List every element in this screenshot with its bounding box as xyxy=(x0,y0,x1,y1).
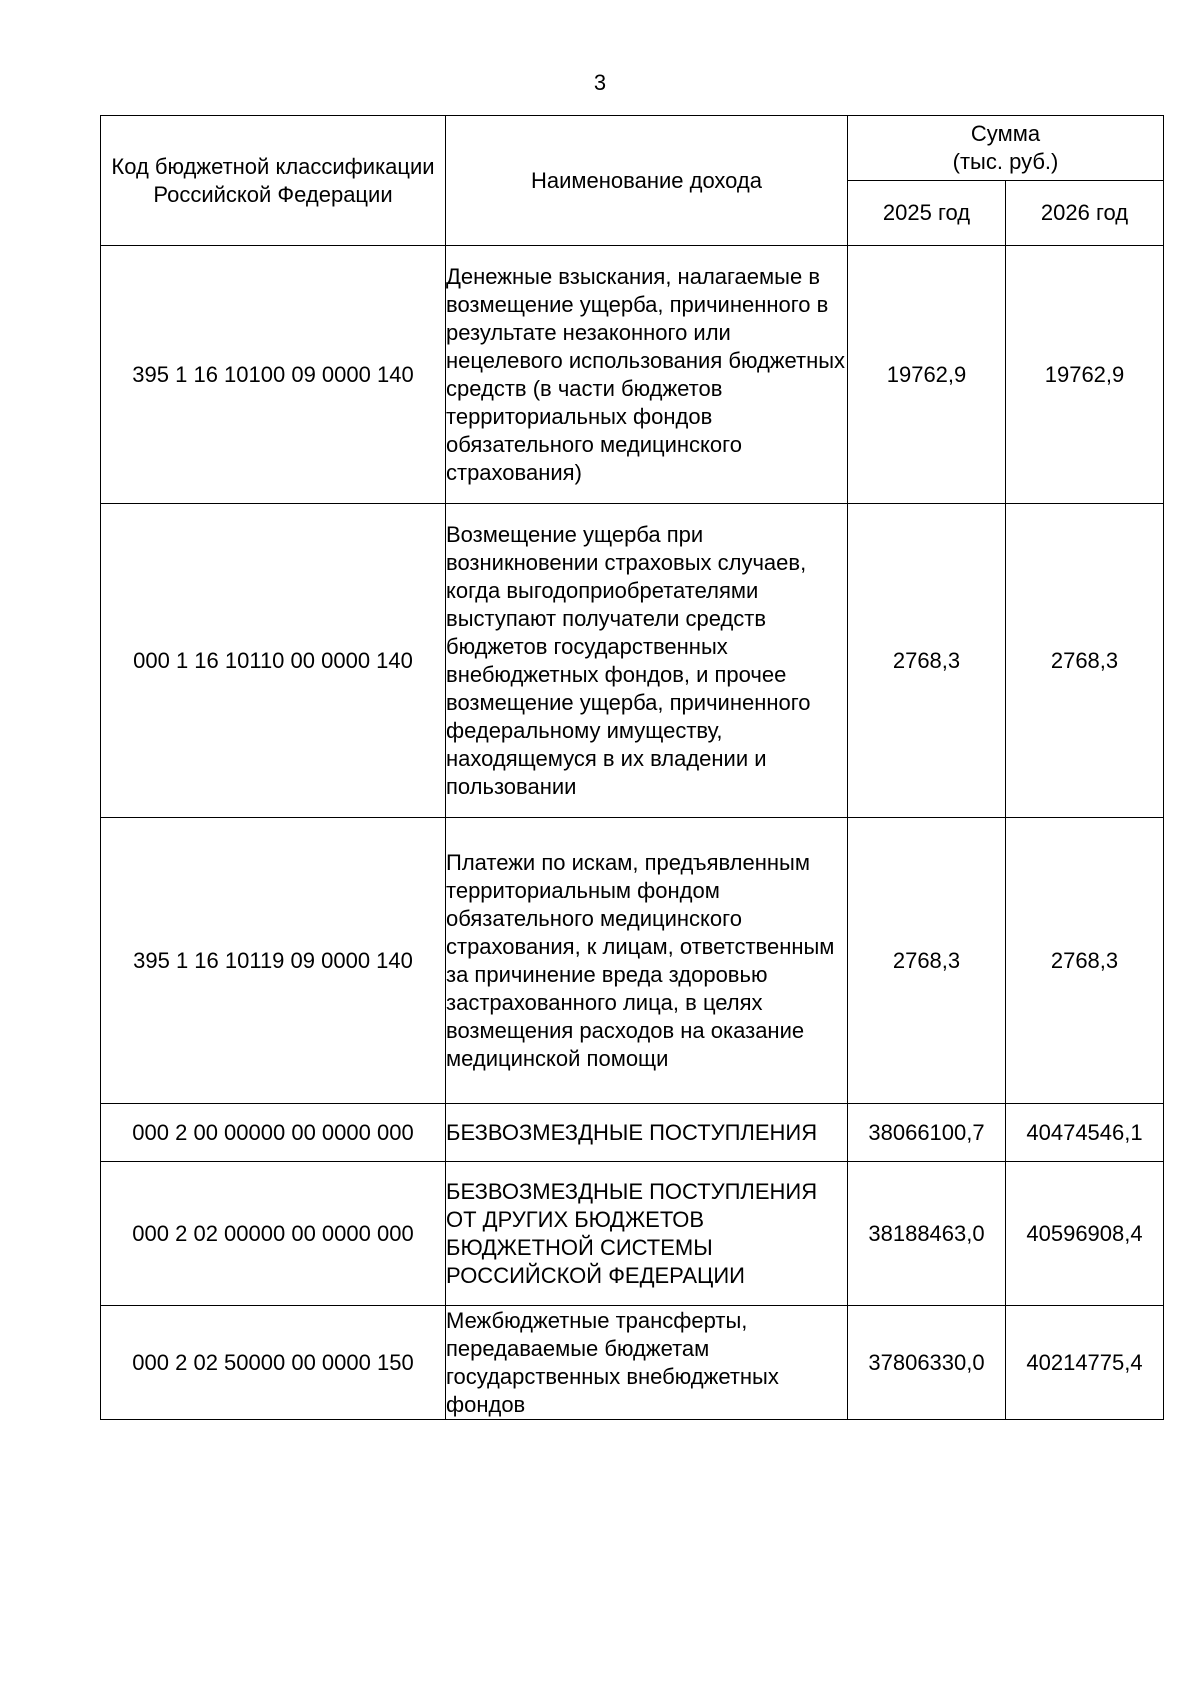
revenue-table xyxy=(100,115,1164,1420)
row-code: 395 1 16 10100 09 0000 140 xyxy=(101,246,446,504)
row-name: БЕЗВОЗМЕЗДНЫЕ ПОСТУПЛЕНИЯ xyxy=(446,1104,848,1162)
header-code: Код бюджетной классификации Российской Федерации xyxy=(101,116,446,246)
row-amount-2026: 40596908,4 xyxy=(1006,1162,1164,1306)
row-amount-2025: 38066100,7 xyxy=(848,1104,1006,1162)
row-code: 000 1 16 10110 00 0000 140 xyxy=(101,504,446,818)
row-amount-2025: 2768,3 xyxy=(848,818,1006,1104)
row-name: Платежи по искам, предъявленным территориальным фондом обязательного медицинского страхования, к лицам, ответственным за причинение вреда здоровью застрахованного лица, в целях возмещения расходов на оказание медицинской помощи xyxy=(446,818,848,1104)
table-row xyxy=(101,1306,1164,1420)
row-amount-2026: 2768,3 xyxy=(1006,818,1164,1104)
row-name: БЕЗВОЗМЕЗДНЫЕ ПОСТУПЛЕНИЯ ОТ ДРУГИХ БЮДЖЕТОВ БЮДЖЕТНОЙ СИСТЕМЫ РОССИЙСКОЙ ФЕДЕРАЦИИ xyxy=(446,1162,848,1306)
header-name: Наименование дохода xyxy=(446,116,848,246)
page-number: 3 xyxy=(593,70,607,95)
table-row xyxy=(101,246,1164,504)
row-amount-2026: 40474546,1 xyxy=(1006,1104,1164,1162)
table-row xyxy=(101,1104,1164,1162)
row-name: Межбюджетные трансферты, передаваемые бюджетам государственных внебюджетных фондов xyxy=(446,1306,848,1420)
row-amount-2025: 2768,3 xyxy=(848,504,1006,818)
table-row xyxy=(101,818,1164,1104)
row-code: 000 2 02 00000 00 0000 000 xyxy=(101,1162,446,1306)
row-amount-2025: 38188463,0 xyxy=(848,1162,1006,1306)
table-row xyxy=(101,504,1164,818)
row-code: 000 2 00 00000 00 0000 000 xyxy=(101,1104,446,1162)
row-code: 395 1 16 10119 09 0000 140 xyxy=(101,818,446,1104)
table-row xyxy=(101,1162,1164,1306)
row-amount-2026: 40214775,4 xyxy=(1006,1306,1164,1420)
row-name: Возмещение ущерба при возникновении страховых случаев, когда выгодоприобретателями выступают получатели средств бюджетов государственных внебюджетных фондов, и прочее возмещение ущерба, причиненного федеральному имуществу, находящемуся в их владении и пользовании xyxy=(446,504,848,818)
header-sum xyxy=(848,116,1164,181)
row-code: 000 2 02 50000 00 0000 150 xyxy=(101,1306,446,1420)
header-sum-label: Сумма xyxy=(970,121,1041,146)
row-amount-2025: 37806330,0 xyxy=(848,1306,1006,1420)
row-amount-2025: 19762,9 xyxy=(848,246,1006,504)
row-name: Денежные взыскания, налагаемые в возмещение ущерба, причиненного в результате незаконного или нецелевого использования бюджетных средств (в части бюджетов территориальных фондов обязательного медицинского страхования) xyxy=(446,246,848,504)
header-sum-unit: (тыс. руб.) xyxy=(952,149,1059,174)
header-year-2025: 2025 год xyxy=(848,181,1006,246)
row-amount-2026: 2768,3 xyxy=(1006,504,1164,818)
header-year-2026: 2026 год xyxy=(1006,181,1164,246)
row-amount-2026: 19762,9 xyxy=(1006,246,1164,504)
